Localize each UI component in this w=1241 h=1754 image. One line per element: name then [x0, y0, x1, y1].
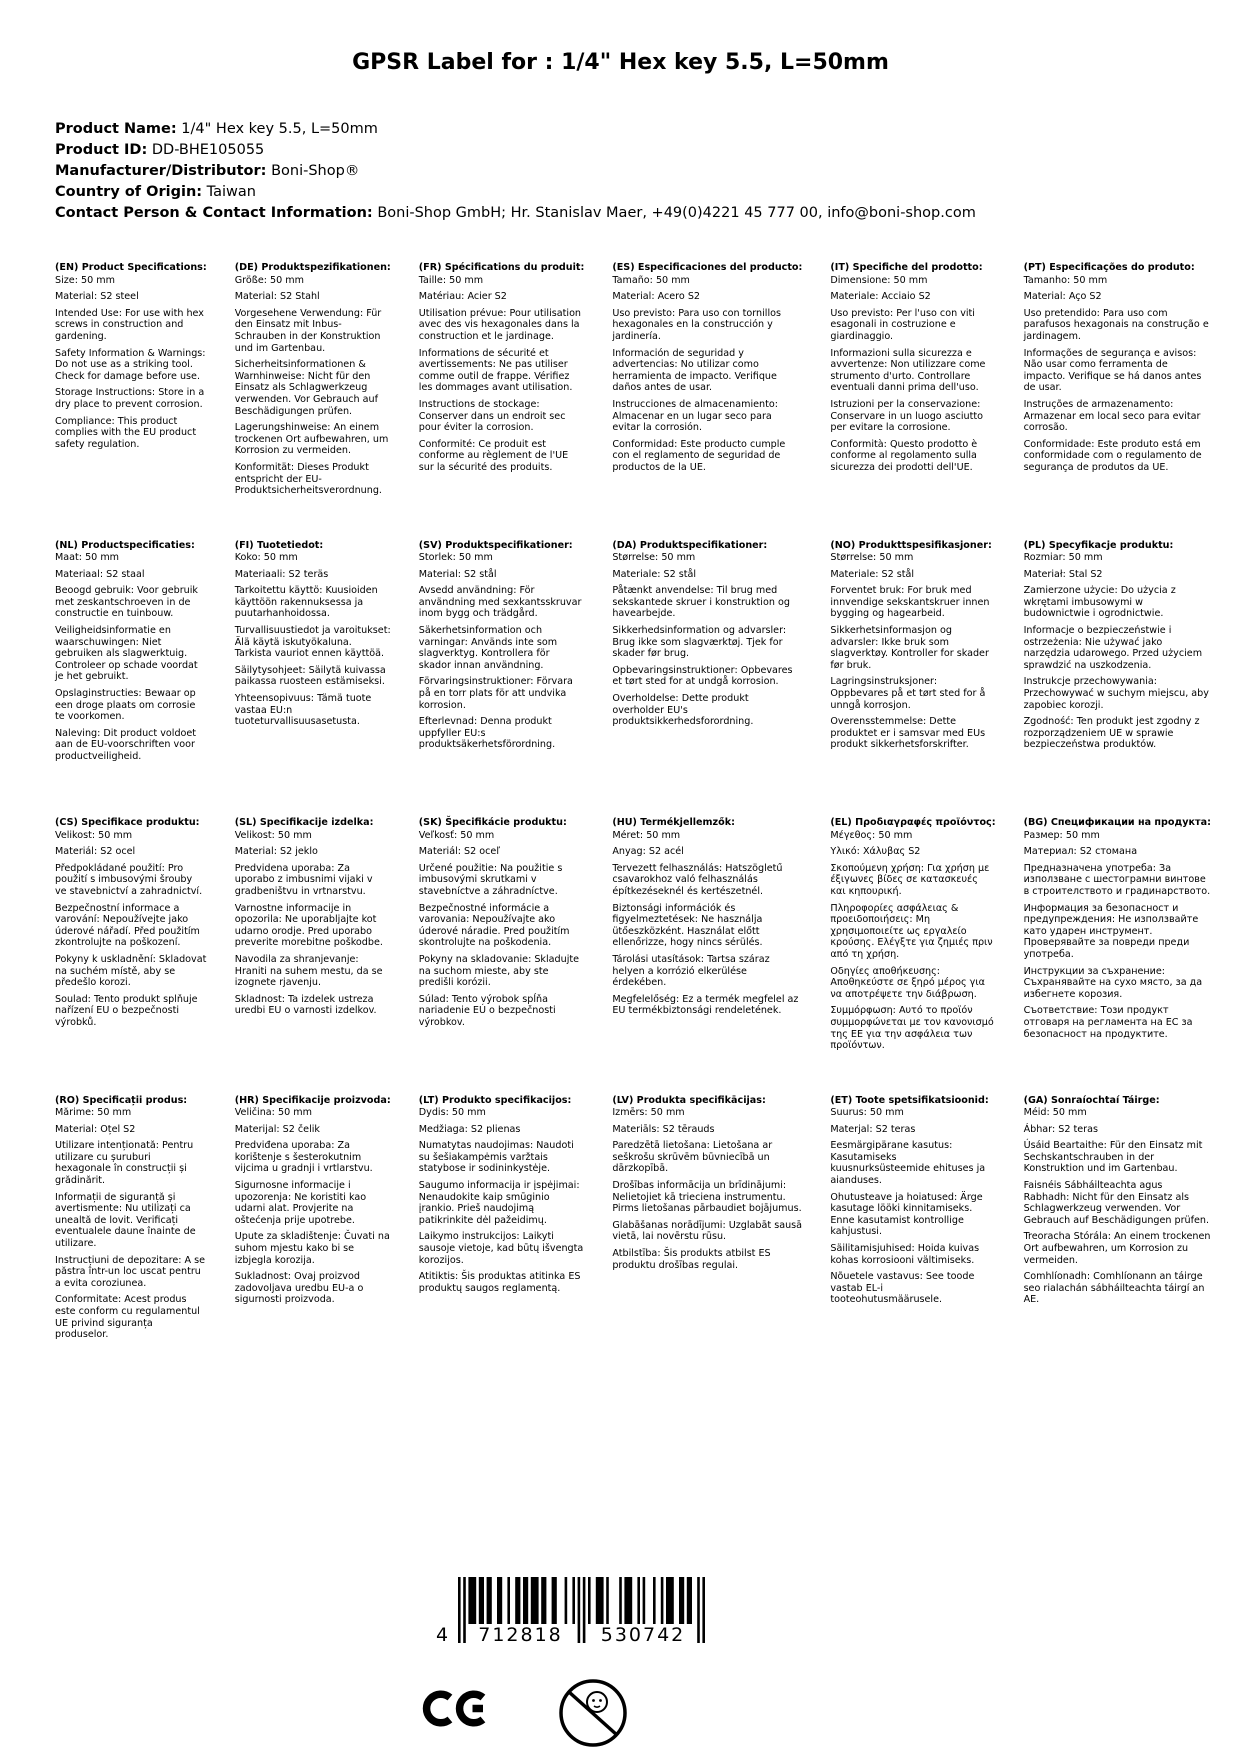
spec-paragraph: Atitiktis: Šis produktas atitinka ES produktų saugos reglamentą. [418, 1271, 581, 1294]
spec-paragraph: Nõuetele vastavus: See toode vastab EL-i tooteohutusmäärusele. [830, 1271, 975, 1306]
lang-block-cs [55, 817, 229, 1095]
spec-paragraph: Overholdelse: Dette produkt overholder EU's produktsikkerhedsforordning. [612, 693, 754, 728]
spec-paragraph: Påtænkt anvendelse: Til brug med sekskantede skruer i konstruktion og havearbejde. [612, 585, 790, 620]
spec-block-title: (SK) Špecifikácie produktu: [418, 817, 567, 828]
spec-paragraph: Laikymo instrukcijos: Laikyti sausoje vietoje, kad būtų išvengta korozijos. [418, 1231, 584, 1266]
spec-paragraph: Beoogd gebruik: Voor gebruik met zeskantschroeven in de constructie en tuinbouw. [55, 585, 198, 620]
spec-paragraph: Säkerhetsinformation och varningar: Används inte som slagverktyg. Kontrollera för skador innan användning. [418, 625, 558, 671]
spec-paragraph: Conformità: Questo prodotto è conforme al regolamento sulla sicurezza dei prodotti dell'UE. [830, 438, 978, 473]
info-value: DD-BHE105055 [147, 142, 265, 158]
spec-paragraph: Størrelse: 50 mm [830, 552, 914, 564]
spec-paragraph: Saugumo informacija ir įspėjimai: Nenaudokite kaip smūginio įrankio. Prieš naudojimą patikrinkite dėl pažeidimų. [418, 1180, 580, 1226]
spec-paragraph: Utilizare intenționată: Pentru utilizare cu șuruburi hexagonale în construcții și grădinărit. [55, 1140, 194, 1187]
spec-block-title: (IT) Specifiche del prodotto: [830, 262, 983, 273]
lang-block-bg [1024, 817, 1233, 1095]
spec-paragraph: Instrukcje przechowywania: Przechowywać w suchym miejscu, aby zapobiec korozji. [1023, 676, 1209, 711]
spec-paragraph: Efterlevnad: Denna produkt uppfyller EU:s produktsäkerhetsförordning. [418, 716, 556, 751]
spec-paragraph: Материал: S2 стомана [1023, 846, 1138, 858]
ean13-barcode [436, 1577, 708, 1657]
spec-paragraph: Material: S2 steel [55, 291, 139, 303]
spec-paragraph: Ohutusteave ja hoiatused: Ärge kasutage lööki kinnitamiseks. Enne kasutamist kontrollige kahjustusi. [830, 1191, 983, 1238]
spec-block-title: (EN) Product Specifications: [55, 262, 207, 273]
spec-paragraph: Veľkosť: 50 mm [418, 829, 495, 841]
info-value: Boni-Shop® [266, 163, 360, 179]
info-value: 1/4" Hex key 5.5, L=50mm [176, 121, 378, 137]
spec-paragraph: Izmērs: 50 mm [612, 1107, 685, 1119]
spec-paragraph: Uso previsto: Per l'uso con viti esagonali in costruzione e giardinaggio. [830, 307, 975, 342]
spec-paragraph: Información de seguridad y advertencias: No utilizar como herramienta de impacto. Verifique daños antes de usar. [612, 347, 777, 394]
info-label: Product Name: [55, 121, 177, 137]
info-row [55, 161, 976, 182]
spec-paragraph: Material: Acero S2 [612, 291, 701, 303]
spec-paragraph: Megfelelőség: Ez a termék megfelel az EU termékbiztonsági rendeletének. [612, 993, 799, 1017]
spec-paragraph: Materiale: S2 stål [612, 568, 697, 580]
spec-paragraph: Intended Use: For use with hex screws in construction and gardening. [55, 307, 204, 342]
page-title: GPSR Label for : 1/4" Hex key 5.5, L=50mm [352, 50, 889, 75]
lang-block-fr [419, 262, 607, 540]
spec-paragraph: Maat: 50 mm [55, 552, 120, 564]
info-label: Country of Origin: [55, 184, 203, 200]
spec-paragraph: Uso previsto: Para uso con tornillos hexagonales en la construcción y jardinería. [612, 307, 781, 342]
lang-block-it [830, 262, 1017, 540]
spec-paragraph: Bezpečnostní informace a varování: Nepoužívejte jako úderové nářadí. Před použitím zkontrolujte na poškození. [55, 902, 200, 949]
spec-paragraph: Sikkerhetsinformasjon og advarsler: Ikke bruk som slagverktøy. Kontroller for skader før bruk. [830, 625, 989, 671]
spec-paragraph: Bezpečnostné informácie a varovania: Nepoužívajte ako úderové náradie. Pred použitím skontrolujte na poškodenia. [418, 902, 570, 949]
info-row [55, 203, 976, 224]
lang-block-ro [55, 1095, 229, 1373]
barcode-first-digit: 4 [436, 1624, 449, 1646]
spec-paragraph: Conformidad: Este producto cumple con el reglamento de seguridad de productos de la UE. [612, 438, 786, 473]
spec-paragraph: Tamaño: 50 mm [612, 274, 690, 286]
spec-paragraph: Velikost: 50 mm [55, 829, 133, 841]
spec-paragraph: Opbevaringsinstruktioner: Opbevares et tørt sted for at undgå korrosion. [612, 664, 793, 688]
spec-paragraph: Skladnost: Ta izdelek ustreza uredbi EU o varnosti izdelkov. [234, 993, 377, 1017]
spec-paragraph: Material: Aço S2 [1023, 291, 1102, 303]
spec-paragraph: Materiale: Acciaio S2 [830, 291, 931, 303]
spec-paragraph: Mărime: 50 mm [55, 1107, 132, 1119]
spec-paragraph: Drošības informācija un brīdinājumi: Nelietojiet kā trieciena instrumentu. Pirms lietošanas pārbaudiet bojājumus. [612, 1180, 802, 1215]
age-warning-0-3-icon [556, 1676, 630, 1754]
spec-paragraph: Treoracha Stórála: An einem trockenen Ort aufbewahren, um Korrosion zu vermeiden. [1023, 1231, 1211, 1266]
spec-paragraph: Σκοπούμενη χρήση: Για χρήση με έξιγωνες βίδες σε κατασκευές και κηπουρική. [830, 862, 990, 897]
spec-paragraph: Predviđena uporaba: Za korištenje s šesterokutnim vijcima u gradnji i vrtlarstvu. [234, 1140, 373, 1175]
spec-block-title: (SV) Produktspecifikationer: [418, 539, 573, 551]
spec-paragraph: Numatytas naudojimas: Naudoti su šešiakampėmis varžtais statybose ir sodininkystėje. [418, 1140, 574, 1175]
spec-paragraph: Veličina: 50 mm [234, 1107, 312, 1119]
spec-block-title: (PL) Specyfikacje produktu: [1023, 539, 1174, 551]
lang-block-nl [55, 540, 229, 818]
spec-paragraph: Säilitamisjuhised: Hoida kuivas kohas korrosiooni vältimiseks. [830, 1243, 980, 1266]
spec-paragraph: Naleving: Dit product voldoet aan de EU-voorschriften voor productveiligheid. [55, 727, 197, 762]
spec-paragraph: Úsáid Beartaithe: Für den Einsatz mit Sechskantschrauben in der Konstruktion und im Gartenbau. [1023, 1140, 1203, 1175]
spec-paragraph: Предназначена употреба: За използване с шестограмни винтове в строителството и градинарството. [1023, 862, 1211, 897]
spec-paragraph: Pokyny na skladovanie: Skladujte na suchom mieste, aby ste predišli korózii. [418, 953, 580, 989]
spec-paragraph: Comhlíonadh: Comhlíonann an táirge seo rialachán sábháilteachta táirgí an AE. [1023, 1271, 1205, 1306]
spec-paragraph: Размер: 50 mm [1023, 829, 1100, 841]
ce-mark-icon [420, 1688, 492, 1733]
lang-block-sv [419, 540, 607, 818]
spec-block-title: (GA) Sonraíochtaí Táirge: [1023, 1094, 1160, 1106]
spec-block-title: (CS) Specifikace produktu: [55, 817, 200, 828]
spec-paragraph: Materiāls: S2 tērauds [612, 1123, 715, 1135]
spec-paragraph: Materijal: S2 čelik [234, 1123, 320, 1135]
spec-paragraph: Matériau: Acier S2 [418, 291, 507, 303]
spec-paragraph: Οδηγίες αποθήκευσης: Αποθηκεύστε σε ξηρό μέρος για να αποτρέψετε την διάβρωση. [830, 965, 985, 1000]
spec-block-title: (HR) Specifikacije proizvoda: [234, 1094, 391, 1106]
spec-block-title: (HU) Termékjellemzők: [612, 817, 735, 828]
lang-block-lv [612, 1095, 824, 1373]
spec-paragraph: Informações de segurança e avisos: Não usar como ferramenta de impacto. Verifique se há danos antes de usar. [1023, 347, 1202, 394]
spec-grid [55, 262, 1211, 1372]
spec-paragraph: Paredzētā lietošana: Lietošana ar seškrošu skrūvēm būvniecībā un dārzkopībā. [612, 1140, 773, 1175]
spec-paragraph: Storage Instructions: Store in a dry place to prevent corrosion. [55, 387, 205, 410]
spec-paragraph: Materiál: S2 ocel [55, 846, 136, 858]
spec-paragraph: Méret: 50 mm [612, 829, 681, 841]
lang-block-el [830, 817, 1017, 1095]
spec-paragraph: Materjal: S2 teras [830, 1123, 916, 1135]
spec-paragraph: Tárolási utasítások: Tartsa száraz helyen a korrózió elkerülése érdekében. [612, 953, 770, 989]
info-label: Manufacturer/Distributor: [55, 163, 267, 179]
spec-paragraph: Koko: 50 mm [234, 552, 298, 564]
spec-paragraph: Instrucciones de almacenamiento: Almacenar en un lugar seco para evitar la corrosión. [612, 398, 778, 434]
spec-paragraph: Πληροφορίες ασφάλειας & προειδοποιήσεις: Μη χρησιμοποιείτε ως εργαλείο κρούσης. Ελέγξτε για ζημιές πριν από τη χρήση. [830, 902, 993, 960]
spec-block-title: (PT) Especificações do produto: [1023, 262, 1195, 273]
spec-block-title: (EL) Προδιαγραφές προϊόντος: [830, 817, 996, 828]
spec-block-title: (NO) Produkttspesifikasjoner: [830, 539, 992, 551]
spec-paragraph: Съответствие: Този продукт отговаря на регламента на ЕС за безопасност на продуктите. [1023, 1005, 1193, 1040]
barcode-left-digits: 712818 [478, 1624, 563, 1646]
spec-paragraph: Materiaal: S2 staal [55, 568, 145, 580]
spec-paragraph: Sukladnost: Ovaj proizvod zadovoljava uredbu EU-a o sigurnosti proizvoda. [234, 1271, 364, 1306]
spec-paragraph: Größe: 50 mm [234, 274, 304, 286]
spec-paragraph: Sicherheitsinformationen & Warnhinweise: Nicht für den Einsatz als Schlagwerkzeug verwenden. Vor Gebrauch auf Beschädigungen prüfen. [234, 359, 379, 417]
lang-block-de [235, 262, 413, 540]
spec-paragraph: Инструкции за съхранение: Съхранявайте на сухо място, за да избегнете корозия. [1023, 965, 1203, 1000]
spec-paragraph: Storlek: 50 mm [418, 552, 493, 564]
spec-paragraph: Taille: 50 mm [418, 274, 484, 286]
info-value: Taiwan [202, 184, 256, 200]
spec-paragraph: Medžiaga: S2 plienas [418, 1123, 521, 1135]
spec-paragraph: Tamanho: 50 mm [1023, 274, 1108, 286]
info-label: Product ID: [55, 142, 148, 158]
info-row [55, 140, 976, 161]
spec-paragraph: Conformité: Ce produit est conforme au règlement de l'UE sur la sécurité des produits. [418, 438, 569, 473]
spec-paragraph: Conformidade: Este produto está em conformidade com o regulamento de segurança de produtos da UE. [1023, 438, 1202, 473]
spec-paragraph: Soulad: Tento produkt splňuje nařízení EU o bezpečnosti výrobků. [55, 993, 198, 1028]
spec-paragraph: Predvidena uporaba: Za uporabo z imbusnimi vijaki v gradbeništvu in vrtnarstvu. [234, 862, 373, 897]
spec-paragraph: Určené použitie: Na použitie s imbusovými skrutkami v stavebníctve a záhradníctve. [418, 862, 563, 897]
spec-paragraph: Anyag: S2 acél [612, 846, 684, 858]
spec-paragraph: Opslaginstructies: Bewaar op een droge plaats om corrosie te voorkomen. [55, 688, 196, 723]
spec-paragraph: Rozmiar: 50 mm [1023, 552, 1103, 564]
spec-paragraph: Upute za skladištenje: Čuvati na suhom mjestu kako bi se izbjegla korozija. [234, 1231, 390, 1266]
spec-paragraph: Tervezett felhasználás: Hatszögletű csavarokhoz való felhasználás építkezéseknél és kertészetnél. [612, 862, 783, 897]
spec-paragraph: Glabāšanas norādījumi: Uzglabāt sausā vietā, lai novērstu rūsu. [612, 1219, 803, 1243]
spec-paragraph: Istruzioni per la conservazione: Conservare in un luogo asciutto per evitare la corrosione. [830, 398, 984, 434]
spec-paragraph: Předpokládané použití: Pro použití s imbusovými šrouby ve stavebnictví a zahradnictví. [55, 862, 203, 897]
spec-paragraph: Veiligheidsinformatie en waarschuwingen: Niet gebruiken als slagwerktuig. Controleer op schade voordat je het gebruikt. [55, 625, 198, 683]
spec-paragraph: Konformität: Dieses Produkt entspricht der EU-Produktsicherheitsverordnung. [234, 461, 382, 497]
lang-block-en [55, 262, 229, 540]
spec-paragraph: Informazioni sulla sicurezza e avvertenze: Non utilizzare come strumento d'urto. Controllare eventuali danni prima dell'uso. [830, 347, 986, 394]
spec-paragraph: Tarkoitettu käyttö: Kuusioiden käyttöön rakennuksessa ja puutarhanhoidossa. [234, 585, 378, 620]
info-value: Boni-Shop GmbH; Hr. Stanislav Maer, +49(0)4221 45 777 00, info@boni-shop.com [372, 205, 976, 221]
spec-paragraph: Yhteensopivuus: Tämä tuote vastaa EU:n tuoteturvallisuusasetusta. [234, 693, 372, 728]
lang-block-no [830, 540, 1017, 818]
spec-block-title: (FR) Spécifications du produit: [418, 262, 585, 273]
spec-block-title: (SL) Specifikacije izdelka: [234, 817, 374, 828]
spec-paragraph: Förvaringsinstruktioner: Förvara på en torr plats för att undvika korrosion. [418, 676, 573, 711]
spec-paragraph: Zgodność: Ten produkt jest zgodny z rozporządzeniem UE w sprawie bezpieczeństwa produktów. [1023, 716, 1200, 751]
spec-paragraph: Dimensione: 50 mm [830, 274, 928, 286]
spec-paragraph: Suurus: 50 mm [830, 1107, 904, 1119]
spec-block-title: (LT) Produkto specifikacijos: [418, 1094, 572, 1106]
spec-paragraph: Информация за безопасност и предупреждения: Не използвайте като ударен инструмент. Проверявайте за повреди преди употреба. [1023, 902, 1199, 960]
spec-paragraph: Overensstemmelse: Dette produktet er i samsvar med EUs produkt sikkerhetsforskrifter. [830, 716, 986, 751]
spec-paragraph: Instruções de armazenamento: Armazenar em local seco para evitar corrosão. [1023, 398, 1201, 434]
spec-paragraph: Turvallisuustiedot ja varoitukset: Älä käytä iskutyökaluna. Tarkista vauriot ennen käyttöä. [234, 625, 391, 660]
spec-paragraph: Säilytysohjeet: Säilytä kuivassa paikassa ruosteen estämiseksi. [234, 664, 386, 688]
spec-paragraph: Material: S2 jeklo [234, 846, 318, 858]
spec-paragraph: Material: S2 stål [418, 568, 497, 580]
spec-paragraph: Størrelse: 50 mm [612, 552, 696, 564]
spec-paragraph: Dydis: 50 mm [418, 1107, 486, 1119]
spec-paragraph: Συμμόρφωση: Αυτό το προϊόν συμμορφώνεται με τον κανονισμό της ΕΕ για την ασφάλεια των προϊόντων. [830, 1005, 994, 1052]
spec-block-title: (ET) Toote spetsifikatsioonid: [830, 1094, 989, 1106]
lang-block-pt [1024, 262, 1233, 540]
spec-block-title: (LV) Produkta specifikācijas: [612, 1094, 766, 1106]
spec-paragraph: Sikkerhedsinformation og advarsler: Brug ikke som slagværktøj. Tjek for skader før brug. [612, 625, 787, 660]
spec-paragraph: Vorgesehene Verwendung: Für den Einsatz mit Inbus-Schrauben in der Konstruktion und im Gartenbau. [234, 307, 382, 354]
spec-block-title: (NL) Productspecificaties: [55, 539, 195, 551]
lang-block-sl [235, 817, 413, 1095]
spec-paragraph: Instrucțiuni de depozitare: A se păstra într-un loc uscat pentru a evita coroziunea. [55, 1254, 206, 1289]
spec-paragraph: Conformitate: Acest produs este conform cu regulamentul UE privind siguranța produselor. [55, 1294, 200, 1341]
spec-paragraph: Compliance: This product complies with the EU product safety regulation. [55, 415, 197, 450]
info-row [55, 182, 976, 203]
spec-paragraph: Súlad: Tento výrobok spĺňa nariadenie EÚ o bezpečnosti výrobkov. [418, 993, 556, 1028]
lang-block-lt [419, 1095, 607, 1373]
spec-paragraph: Safety Information & Warnings: Do not use as a striking tool. Check for damage before use. [55, 347, 206, 382]
spec-paragraph: Materiale: S2 stål [830, 568, 915, 580]
spec-paragraph: Υλικό: Χάλυβας S2 [830, 846, 921, 858]
info-label: Contact Person & Contact Information: [55, 205, 373, 221]
spec-paragraph: Navodila za shranjevanje: Hraniti na suhem mestu, da se izognete rjavenju. [234, 953, 383, 989]
spec-paragraph: Instructions de stockage: Conserver dans un endroit sec pour éviter la corrosion. [418, 398, 566, 434]
lang-block-ga [1024, 1095, 1233, 1373]
spec-paragraph: Informații de siguranță și avertismente: Nu utilizați ca unealtă de lovit. Verificați eventualele daune înainte de utilizare. [55, 1191, 196, 1250]
lang-block-hr [235, 1095, 413, 1373]
spec-paragraph: Pokyny k uskladnění: Skladovat na suchém místě, aby se předešlo korozi. [55, 953, 207, 989]
info-row [55, 119, 976, 140]
spec-paragraph: Varnostne informacije in opozorila: Ne uporabljajte kot udarno orodje. Pred uporabo preverite morebitne poškodbe. [234, 902, 383, 949]
spec-paragraph: Velikost: 50 mm [234, 829, 312, 841]
spec-block-title: (FI) Tuotetiedot: [234, 539, 324, 551]
barcode-right-digits: 530742 [600, 1624, 686, 1646]
spec-paragraph: Μέγεθος: 50 mm [830, 829, 913, 841]
spec-block-title: (DE) Produktspezifikationen: [234, 262, 391, 273]
spec-paragraph: Materiał: Stal S2 [1023, 568, 1103, 580]
spec-paragraph: Materiál: S2 oceľ [418, 846, 500, 858]
spec-block-title: (RO) Specificații produs: [55, 1094, 188, 1106]
spec-paragraph: Zamierzone użycie: Do użycia z wkrętami imbusowymi w budownictwie i ogrodnictwie. [1023, 585, 1176, 620]
spec-block-title: (ES) Especificaciones del producto: [612, 262, 803, 273]
lang-block-sk [419, 817, 607, 1095]
spec-paragraph: Atbilstība: Šis produkts atbilst ES produktu drošības regulai. [612, 1248, 771, 1271]
spec-paragraph: Biztonsági információk és figyelmeztetések: Ne használja ütőeszközként. Használat előtt ellenőrizze, hogy nincs sérülés. [612, 902, 763, 949]
spec-paragraph: Uso pretendido: Para uso com parafusos hexagonais na construção e jardinagem. [1023, 307, 1209, 342]
lang-block-pl [1024, 540, 1233, 818]
spec-paragraph: Lagerungshinweise: An einem trockenen Ort aufbewahren, um Korrosion zu vermeiden. [234, 422, 389, 457]
lang-block-da [612, 540, 824, 818]
spec-paragraph: Informations de sécurité et avertissements: Ne pas utiliser comme outil de frappe. Vérifiez les dommages avant utilisation. [418, 347, 573, 394]
spec-paragraph: Forventet bruk: For bruk med innvendige sekskantskruer innen bygging og hagearbeid. [830, 585, 990, 620]
spec-paragraph: Informacje o bezpieczeństwie i ostrzeżenia: Nie używać jako narzędzia udarowego. Przed użyciem sprawdzić na uszkodzenia. [1023, 625, 1203, 671]
spec-paragraph: Material: Oțel S2 [55, 1123, 136, 1135]
spec-paragraph: Méid: 50 mm [1023, 1107, 1087, 1119]
spec-paragraph: Eesmärgipärane kasutus: Kasutamiseks kuusnurksüsteemide ehituses ja aianduses. [830, 1140, 986, 1187]
product-info [55, 119, 976, 224]
spec-paragraph: Ábhar: S2 teras [1023, 1123, 1098, 1135]
spec-paragraph: Materiaali: S2 teräs [234, 568, 329, 580]
lang-block-hu [612, 817, 824, 1095]
lang-block-es [612, 262, 824, 540]
spec-paragraph: Faisnéis Sábháilteachta agus Rabhadh: Nicht für den Einsatz als Schlagwerkzeug verwenden. Vor Gebrauch auf Beschädigungen prüfen. [1023, 1180, 1210, 1226]
spec-paragraph: Avsedd användning: För användning med sexkantsskruvar inom bygg och trädgård. [418, 585, 582, 620]
spec-paragraph: Size: 50 mm [55, 274, 115, 286]
spec-block-title: (DA) Produktspecifikationer: [612, 539, 768, 551]
lang-block-et [830, 1095, 1017, 1373]
lang-block-fi [235, 540, 413, 818]
spec-block-title: (BG) Спецификации на продукта: [1023, 817, 1211, 828]
spec-paragraph: Material: S2 Stahl [234, 291, 320, 303]
spec-paragraph: Sigurnosne informacije i upozorenja: Ne koristiti kao udarni alat. Provjerite na oštećenja prije upotrebe. [234, 1180, 367, 1226]
spec-paragraph: Lagringsinstruksjoner: Oppbevares på et tørt sted for å unngå korrosjon. [830, 676, 986, 711]
spec-paragraph: Utilisation prévue: Pour utilisation avec des vis hexagonales dans la construction et le jardinage. [418, 307, 582, 342]
